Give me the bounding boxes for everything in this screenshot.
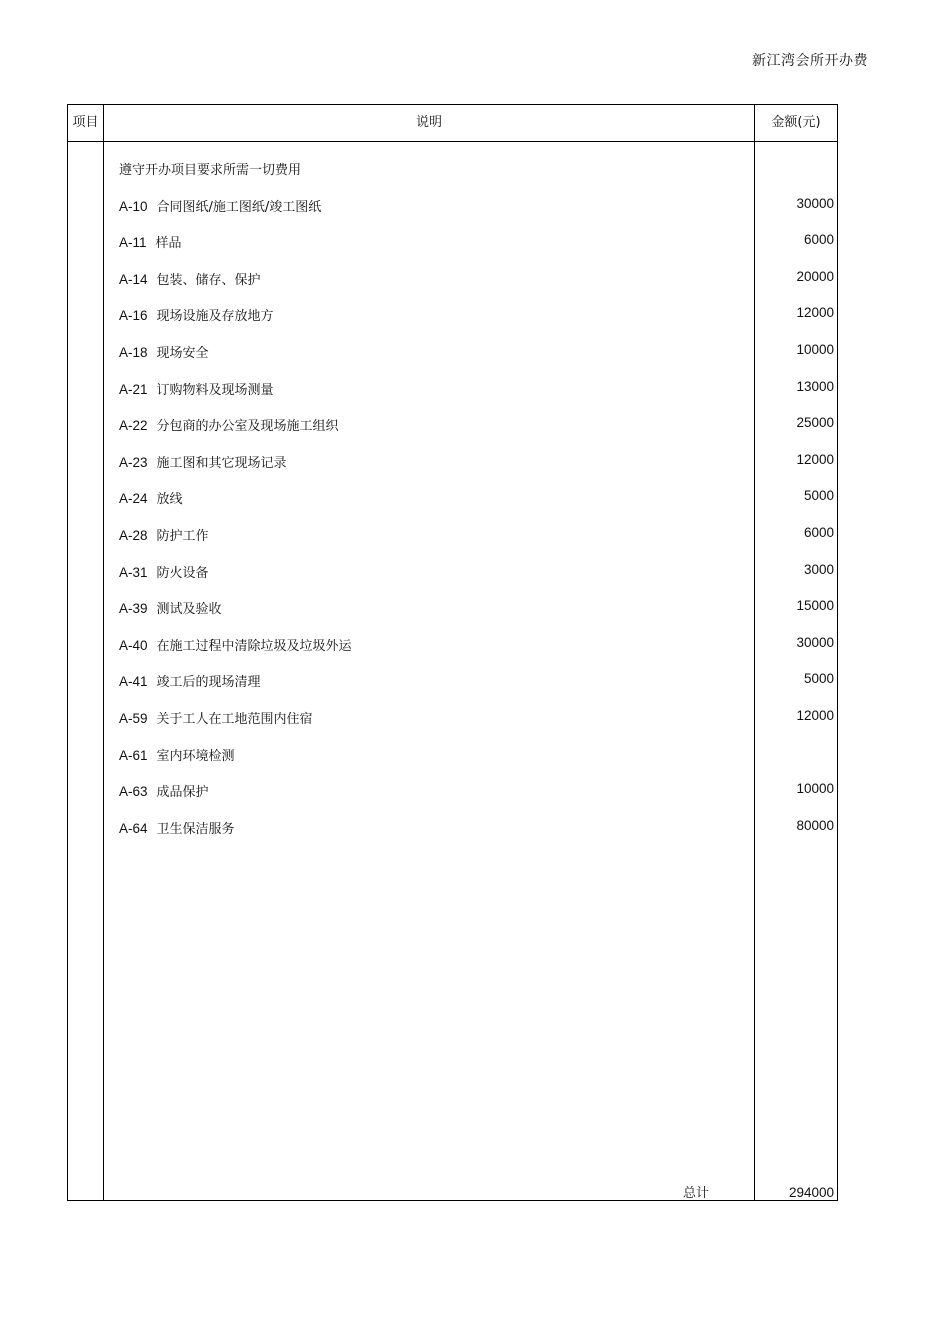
row-code: A-24 [119,491,148,507]
row-text: 防火设备 [156,565,209,581]
row-amount: 12000 [796,305,834,321]
row-text: 测试及验收 [156,602,222,618]
row-text: 关于工人在工地范围内住宿 [156,711,313,727]
row-code: A-61 [119,747,148,763]
row-code: A-16 [119,308,148,324]
table-row [68,482,837,519]
row-code: A-39 [119,601,148,617]
row-description [119,635,352,654]
row-description [119,232,182,251]
table-row [68,629,837,666]
row-amount: 5000 [803,671,834,687]
row-text: 现场设施及存放地方 [156,309,274,325]
row-amount: 25000 [796,415,834,431]
document-title: 新江湾会所开办费 [752,53,868,69]
table-row [68,336,837,373]
row-text: 室内环境检测 [156,748,235,764]
row-amount: 6000 [803,232,834,248]
table-row [68,373,837,410]
row-amount: 10000 [796,341,834,357]
row-text: 包装、储存、保护 [156,272,261,288]
row-description [119,671,261,690]
row-text: 现场安全 [156,345,209,361]
table-row [68,263,837,300]
row-amount: 30000 [796,195,834,211]
total-label: 总计 [683,1186,710,1201]
row-description [119,598,222,617]
intro-text: 遵守开办项目要求所需一切费用 [119,163,302,178]
row-code: A-28 [119,527,148,543]
table-row [68,665,837,702]
row-code: A-40 [119,637,148,653]
header-divider [68,141,837,142]
row-description [119,305,274,324]
row-code: A-10 [119,198,148,214]
row-description [119,745,235,764]
table-row [68,556,837,593]
header-description: 说明 [415,115,442,130]
table-row [68,775,837,812]
table-row [68,190,837,227]
table-body [68,153,837,848]
row-code: A-18 [119,344,148,360]
row-text: 施工图和其它现场记录 [156,455,287,471]
row-code: A-14 [119,271,148,287]
table-row [68,226,837,263]
row-text: 竣工后的现场清理 [156,675,261,691]
row-amount: 5000 [803,488,834,504]
table-row [68,812,837,849]
table-row [68,519,837,556]
table-row [68,446,837,483]
line-items [68,190,837,849]
row-amount: 30000 [796,634,834,650]
table-row [68,702,837,739]
row-description [119,342,209,361]
row-description [119,269,261,288]
row-text: 合同图纸/施工图纸/竣工图纸 [156,199,322,215]
row-amount: 10000 [796,781,834,797]
row-amount: 80000 [796,817,834,833]
row-description [119,488,183,507]
row-amount: 20000 [796,268,834,284]
row-code: A-11 [119,235,147,251]
row-amount: 6000 [803,524,834,540]
row-text: 防护工作 [156,528,209,544]
table-row [68,409,837,446]
header-item: 项目 [72,115,99,130]
table-row [68,592,837,629]
row-text: 放线 [156,492,183,508]
row-text: 订购物料及现场测量 [156,382,274,398]
row-amount: 15000 [796,598,834,614]
row-text: 分包商的办公室及现场施工组织 [156,419,339,435]
row-amount: 12000 [796,451,834,467]
row-amount: 12000 [796,707,834,723]
row-description [119,196,321,215]
row-code: A-63 [119,784,148,800]
table-row-intro [68,153,837,190]
row-text: 成品保护 [156,785,209,801]
row-code: A-21 [119,381,148,397]
row-code: A-59 [119,710,148,726]
row-code: A-41 [119,674,148,690]
table-row [68,739,837,776]
row-description [119,525,209,544]
row-text: 卫生保洁服务 [156,821,235,837]
row-description [119,781,209,800]
row-description [119,818,235,837]
row-amount: 3000 [803,561,834,577]
row-code: A-22 [119,418,148,434]
row-description [119,708,313,727]
row-description [119,379,274,398]
row-code: A-64 [119,820,148,836]
table-row [68,299,837,336]
row-code: A-23 [119,454,148,470]
row-text: 样品 [155,236,182,252]
row-description [119,415,339,434]
cost-table [67,104,838,1201]
header-amount: 金额(元) [771,115,821,130]
total-value: 294000 [788,1185,834,1200]
row-amount: 13000 [796,378,834,394]
row-text: 在施工过程中清除垃圾及垃圾外运 [156,638,352,654]
row-description [119,562,209,581]
row-description [119,452,287,471]
row-code: A-31 [119,564,148,580]
